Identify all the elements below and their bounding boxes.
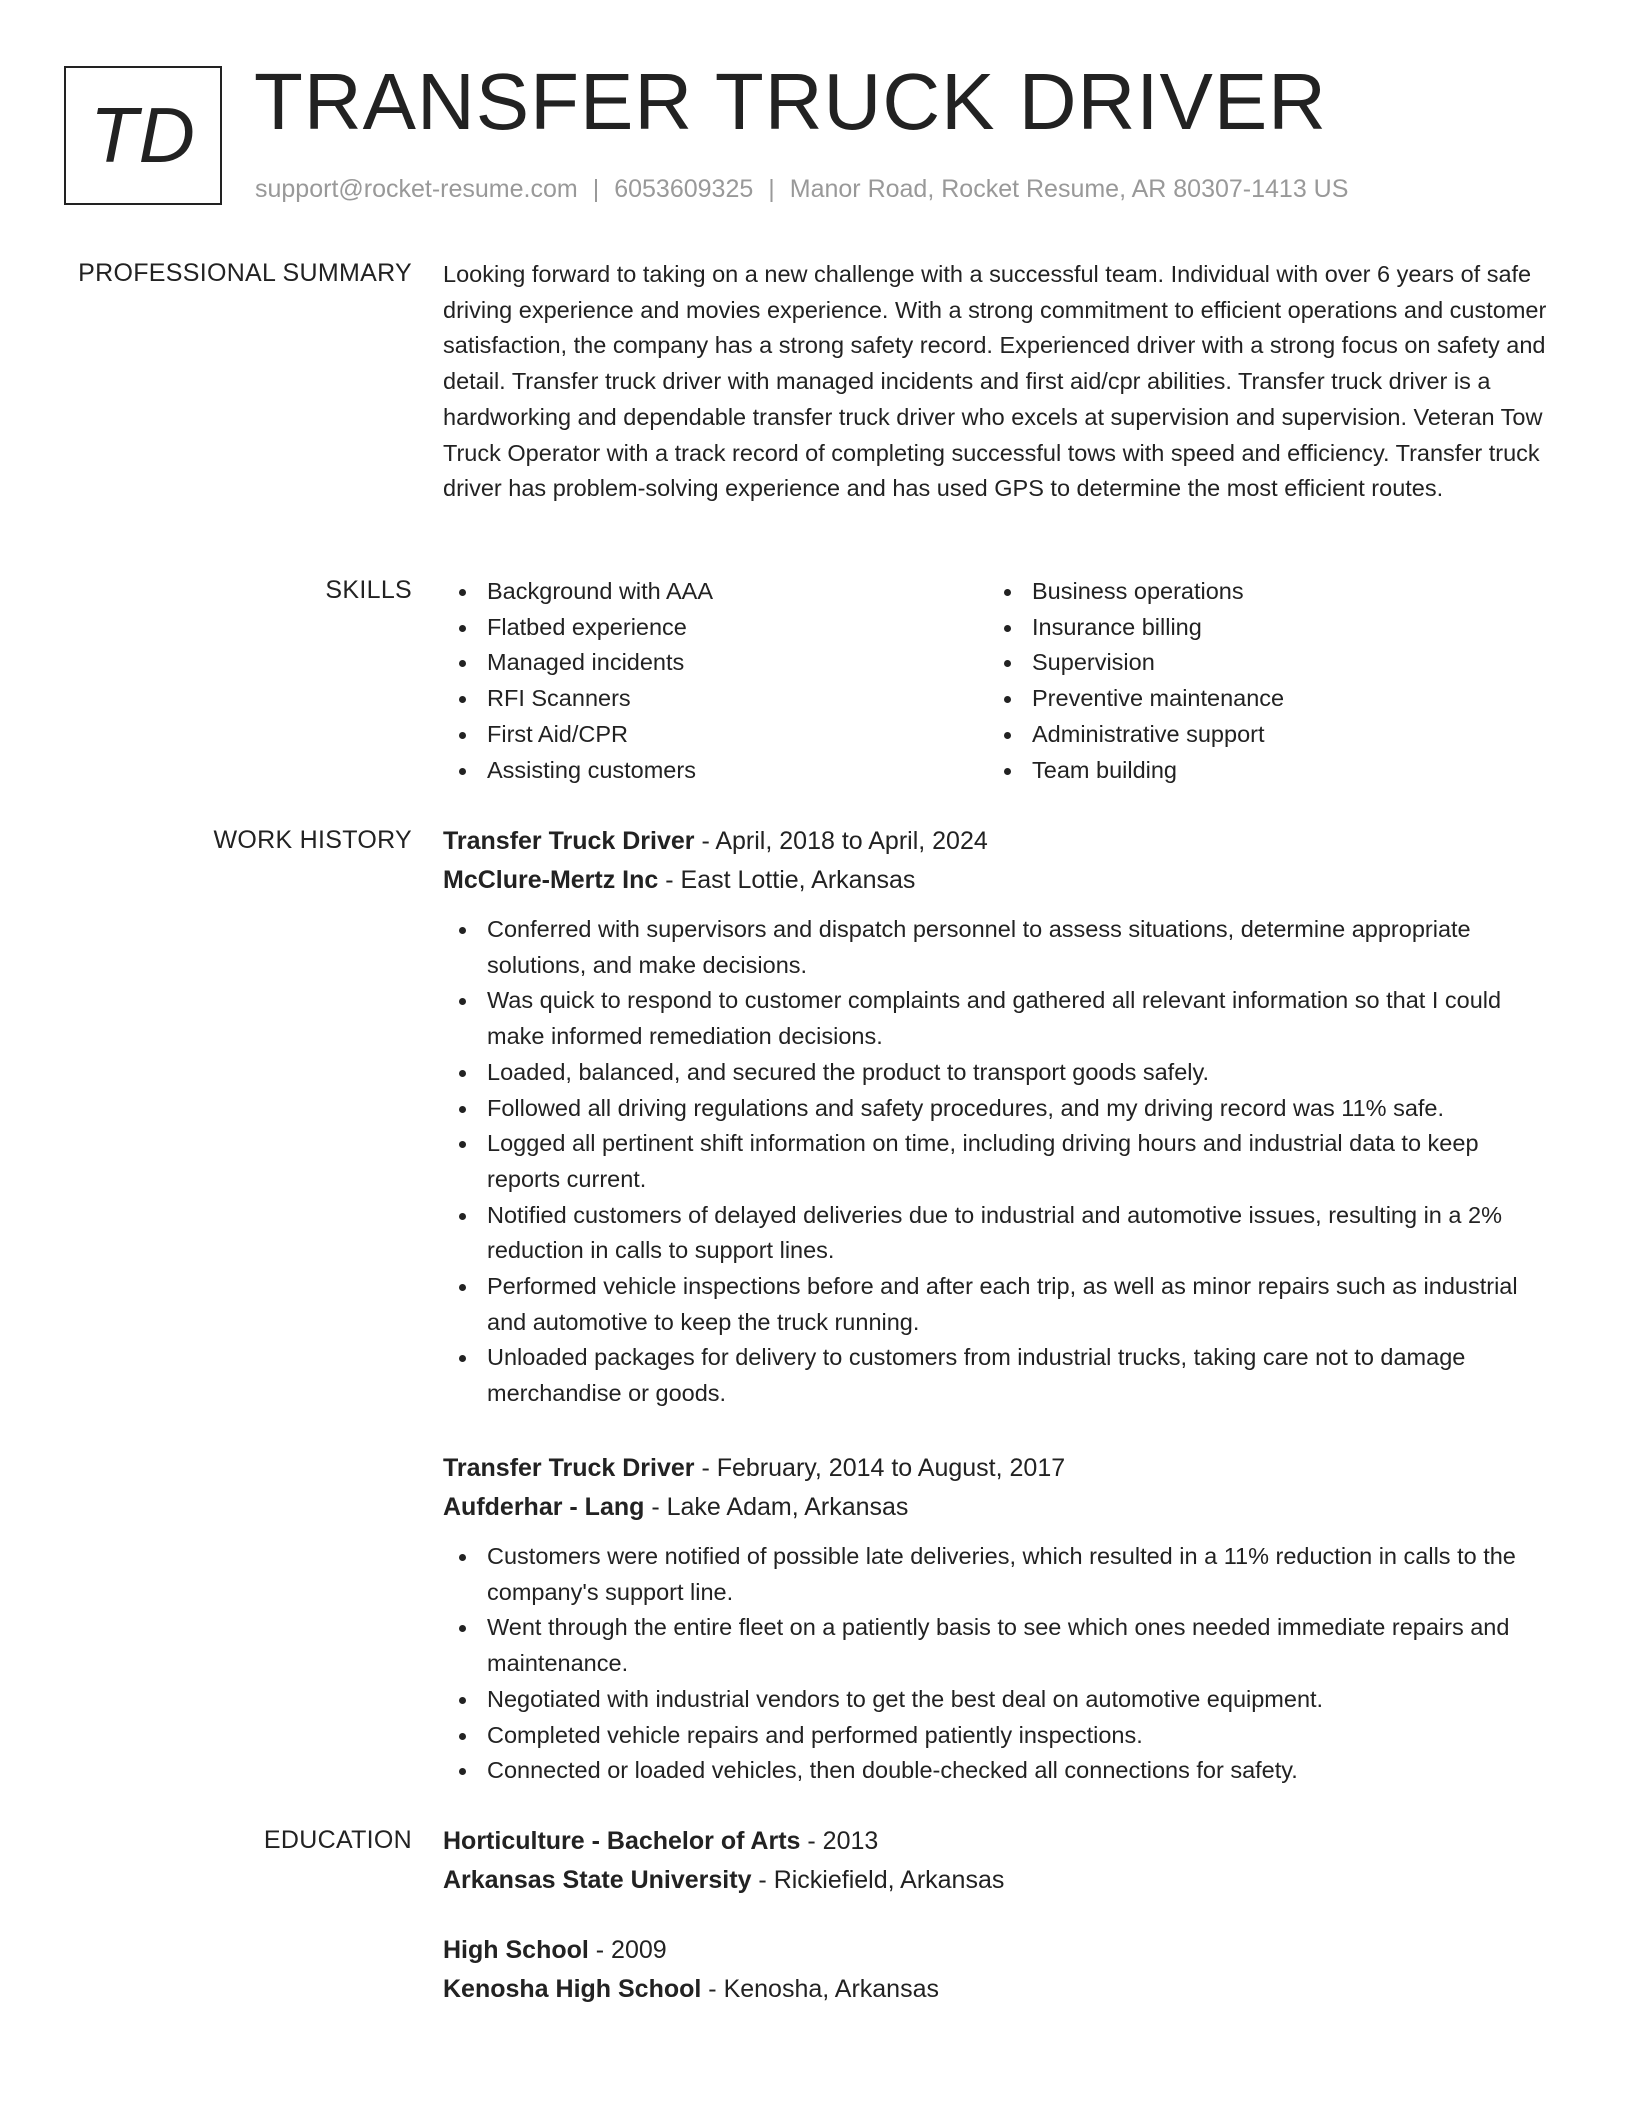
education-year: - 2013 bbox=[800, 1827, 879, 1855]
duty-item: Unloaded packages for delivery to customers from industrial trucks, taking care not to damage merchandise or goods. bbox=[443, 1340, 1558, 1411]
duty-item: Notified customers of delayed deliveries due to industrial and automotive issues, resulting in a 2% reduction in calls to support lines. bbox=[443, 1198, 1558, 1269]
education-year: - 2009 bbox=[588, 1936, 667, 1964]
duty-item: Conferred with supervisors and dispatch personnel to assess situations, determine appropriate solutions, and make decisions. bbox=[443, 912, 1558, 983]
skill-item: Administrative support bbox=[988, 717, 1533, 753]
monogram-logo: TD bbox=[64, 66, 222, 205]
education-degree: High School bbox=[443, 1936, 589, 1964]
education-school: Kenosha High School bbox=[443, 1975, 702, 2003]
duty-item: Completed vehicle repairs and performed patiently inspections. bbox=[443, 1718, 1558, 1754]
job-company-line bbox=[443, 1488, 1558, 1527]
education-school: Arkansas State University bbox=[443, 1866, 752, 1894]
skill-item: Insurance billing bbox=[988, 610, 1533, 646]
duty-item: Was quick to respond to customer complaints and gathered all relevant information so that I could make informed remediation decisions. bbox=[443, 983, 1558, 1054]
contact-separator: | bbox=[592, 175, 600, 203]
skills-column-right bbox=[988, 574, 1533, 788]
duty-item: Went through the entire fleet on a patiently basis to see which ones needed immediate repairs and maintenance. bbox=[443, 1610, 1558, 1681]
summary-section bbox=[443, 257, 1558, 507]
page-title: TRANSFER TRUCK DRIVER bbox=[254, 57, 1327, 146]
job-company: Aufderhar - Lang bbox=[443, 1493, 645, 1521]
job-duties bbox=[443, 1539, 1558, 1789]
section-label-education: EDUCATION bbox=[263, 1826, 412, 1854]
duty-item: Negotiated with industrial vendors to get the best deal on automotive equipment. bbox=[443, 1682, 1558, 1718]
skill-item: Background with AAA bbox=[443, 574, 988, 610]
education-entry bbox=[443, 1931, 1558, 2009]
education-school-line bbox=[443, 1970, 1558, 2009]
job-entry bbox=[443, 822, 1558, 1412]
duty-item: Logged all pertinent shift information on time, including driving hours and industrial data to keep reports current. bbox=[443, 1126, 1558, 1197]
skill-item: Assisting customers bbox=[443, 753, 988, 789]
contact-separator: | bbox=[768, 175, 775, 203]
skill-item: Managed incidents bbox=[443, 645, 988, 681]
education-location: - Rickiefield, Arkansas bbox=[751, 1866, 1005, 1894]
job-title-line bbox=[443, 822, 1558, 861]
education-degree-line bbox=[443, 1822, 1558, 1861]
skills-grid bbox=[443, 574, 1558, 788]
skills-column-left bbox=[443, 574, 988, 788]
duty-item: Customers were notified of possible late deliveries, which resulted in a 11% reduction in calls to the company's support line. bbox=[443, 1539, 1558, 1610]
job-company: McClure-Mertz Inc bbox=[443, 866, 659, 894]
job-duties bbox=[443, 912, 1558, 1412]
education-location: - Kenosha, Arkansas bbox=[701, 1975, 939, 2003]
skills-section bbox=[443, 574, 1558, 788]
skill-item: First Aid/CPR bbox=[443, 717, 988, 753]
education-degree-line bbox=[443, 1931, 1558, 1970]
contact-email[interactable]: support@rocket-resume.com bbox=[255, 175, 578, 203]
job-company-line bbox=[443, 861, 1558, 900]
skill-item: Supervision bbox=[988, 645, 1533, 681]
skill-item: Flatbed experience bbox=[443, 610, 988, 646]
job-dates: - April, 2018 to April, 2024 bbox=[694, 827, 988, 855]
job-title: Transfer Truck Driver bbox=[443, 827, 695, 855]
section-label-work-history: WORK HISTORY bbox=[213, 826, 412, 854]
education-degree: Horticulture - Bachelor of Arts bbox=[443, 1827, 801, 1855]
education-entry bbox=[443, 1822, 1558, 1900]
duty-item: Followed all driving regulations and safety procedures, and my driving record was 11% safe. bbox=[443, 1091, 1558, 1127]
contact-phone[interactable]: 6053609325 bbox=[614, 175, 754, 203]
duty-item: Performed vehicle inspections before and after each trip, as well as minor repairs such as industrial and automotive to keep the truck running. bbox=[443, 1269, 1558, 1340]
contact-address: Manor Road, Rocket Resume, AR 80307-1413 US bbox=[789, 175, 1349, 203]
skill-item: RFI Scanners bbox=[443, 681, 988, 717]
skill-item: Business operations bbox=[988, 574, 1533, 610]
contact-line bbox=[255, 173, 1348, 205]
summary-text: Looking forward to taking on a new challenge with a successful team. Individual with over 6 years of safe driving experience and movies experience. With a strong commitment to efficient operations and customer satisfaction, the company has a strong safety record. Experienced driver with a strong focus on safety and detail. Transfer truck driver with managed incidents and first aid/cpr abilities. Transfer truck driver is a hardworking and dependable transfer truck driver who excels at supervision and supervision. Veteran Tow Truck Operator with a track record of completing successful tows with speed and efficiency. Transfer truck driver has problem-solving experience and has used GPS to determine the most efficient routes. bbox=[443, 261, 1547, 502]
education-school-line bbox=[443, 1861, 1558, 1900]
job-title: Transfer Truck Driver bbox=[443, 1454, 695, 1482]
job-dates: - February, 2014 to August, 2017 bbox=[694, 1454, 1066, 1482]
skill-item: Preventive maintenance bbox=[988, 681, 1533, 717]
duty-item: Loaded, balanced, and secured the product to transport goods safely. bbox=[443, 1055, 1558, 1091]
job-location: - Lake Adam, Arkansas bbox=[644, 1493, 909, 1521]
job-entry bbox=[443, 1449, 1558, 1789]
section-label-summary: PROFESSIONAL SUMMARY bbox=[78, 259, 412, 287]
duty-item: Connected or loaded vehicles, then double-checked all connections for safety. bbox=[443, 1753, 1558, 1789]
section-label-skills: SKILLS bbox=[325, 576, 412, 604]
job-location: - East Lottie, Arkansas bbox=[658, 866, 916, 894]
skill-item: Team building bbox=[988, 753, 1533, 789]
job-title-line bbox=[443, 1449, 1558, 1488]
